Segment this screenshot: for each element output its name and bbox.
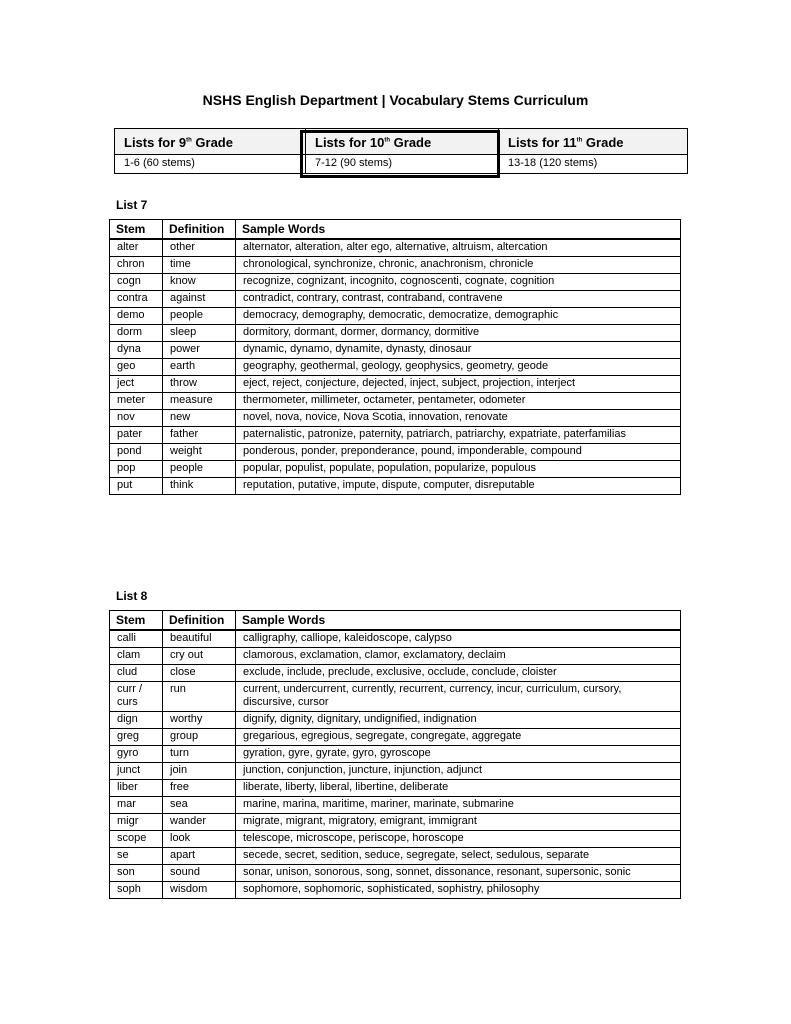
definition-cell: apart [163, 848, 236, 865]
sample-words-cell: thermometer, millimeter, octameter, pentameter, odometer [236, 393, 681, 410]
table-row [110, 393, 681, 410]
definition-cell: free [163, 780, 236, 797]
sample-words-cell: alternator, alteration, alter ego, alternative, altruism, altercation [236, 239, 681, 257]
table-row [110, 461, 681, 478]
definition-cell: against [163, 291, 236, 308]
list-7-table [109, 219, 681, 495]
table-row [110, 648, 681, 665]
definition-cell: wisdom [163, 882, 236, 899]
definition-cell: people [163, 308, 236, 325]
stem-cell: put [110, 478, 163, 495]
definition-cell: weight [163, 444, 236, 461]
stem-cell: curr / curs [110, 682, 163, 712]
table-row [110, 342, 681, 359]
definition-cell: sea [163, 797, 236, 814]
sample-words-cell: ponderous, ponder, preponderance, pound, imponderable, compound [236, 444, 681, 461]
table-row [110, 291, 681, 308]
table-row [110, 410, 681, 427]
stem-cell: gyro [110, 746, 163, 763]
grade-9-header [114, 128, 306, 155]
sample-words-cell: chronological, synchronize, chronic, anachronism, chronicle [236, 257, 681, 274]
stem-cell: liber [110, 780, 163, 797]
stem-cell: greg [110, 729, 163, 746]
grade-11-value: 13-18 (120 stems) [498, 154, 688, 174]
sample-words-cell: novel, nova, novice, Nova Scotia, innovation, renovate [236, 410, 681, 427]
stem-cell: migr [110, 814, 163, 831]
definition-cell: other [163, 239, 236, 257]
table-row [110, 325, 681, 342]
sample-words-cell: recognize, cognizant, incognito, cognoscenti, cognate, cognition [236, 274, 681, 291]
sample-words-cell: migrate, migrant, migratory, emigrant, immigrant [236, 814, 681, 831]
table-row [110, 376, 681, 393]
table-row [110, 780, 681, 797]
stem-cell: meter [110, 393, 163, 410]
sample-words-cell: reputation, putative, impute, dispute, computer, disreputable [236, 478, 681, 495]
table-row [110, 746, 681, 763]
grade-11-label: Lists for 11 [508, 135, 577, 150]
sample-words-cell: dormitory, dormant, dormer, dormancy, dormitive [236, 325, 681, 342]
stem-cell: soph [110, 882, 163, 899]
grade-10-sup: th [384, 137, 391, 144]
sample-words-cell: calligraphy, calliope, kaleidoscope, calypso [236, 630, 681, 648]
grade-10-label-suffix: Grade [390, 135, 432, 150]
stem-header: Stem [110, 611, 163, 631]
grade-11-label-suffix: Grade [582, 135, 624, 150]
stem-cell: contra [110, 291, 163, 308]
table-row [110, 478, 681, 495]
definition-cell: sleep [163, 325, 236, 342]
stem-cell: geo [110, 359, 163, 376]
grade-11-header [498, 128, 688, 155]
stem-cell: dign [110, 712, 163, 729]
definition-cell: worthy [163, 712, 236, 729]
definition-cell: father [163, 427, 236, 444]
table-row [110, 274, 681, 291]
definition-header: Definition [163, 220, 236, 240]
table-row [110, 831, 681, 848]
stem-cell: alter [110, 239, 163, 257]
grade-9-value: 1-6 (60 stems) [114, 154, 306, 174]
table-row [110, 797, 681, 814]
sample-words-header: Sample Words [236, 220, 681, 240]
sample-words-cell: gyration, gyre, gyrate, gyro, gyroscope [236, 746, 681, 763]
definition-cell: new [163, 410, 236, 427]
definition-cell: time [163, 257, 236, 274]
definition-cell: wander [163, 814, 236, 831]
sample-words-cell: dignify, dignity, dignitary, undignified, indignation [236, 712, 681, 729]
grade-11-sup: th [576, 137, 583, 144]
stem-header: Stem [110, 220, 163, 240]
sample-words-cell: democracy, demography, democratic, democratize, demographic [236, 308, 681, 325]
stem-cell: chron [110, 257, 163, 274]
stem-cell: scope [110, 831, 163, 848]
sample-words-cell: exclude, include, preclude, exclusive, occlude, conclude, cloister [236, 665, 681, 682]
grade-9-label: Lists for 9 [124, 135, 187, 150]
sample-words-cell: geography, geothermal, geology, geophysics, geometry, geode [236, 359, 681, 376]
stem-cell: junct [110, 763, 163, 780]
definition-cell: people [163, 461, 236, 478]
sample-words-cell: secede, secret, sedition, seduce, segregate, select, sedulous, separate [236, 848, 681, 865]
stem-cell: pond [110, 444, 163, 461]
stem-cell: demo [110, 308, 163, 325]
definition-cell: think [163, 478, 236, 495]
current-grade-highlight [300, 130, 500, 178]
sample-words-cell: sophomore, sophomoric, sophisticated, sophistry, philosophy [236, 882, 681, 899]
definition-cell: beautiful [163, 630, 236, 648]
definition-cell: measure [163, 393, 236, 410]
table-row [110, 427, 681, 444]
stem-cell: dorm [110, 325, 163, 342]
definition-cell: know [163, 274, 236, 291]
table-row [110, 712, 681, 729]
sample-words-cell: dynamic, dynamo, dynamite, dynasty, dinosaur [236, 342, 681, 359]
table-row [110, 308, 681, 325]
list-7-label: List 7 [116, 198, 148, 212]
sample-words-cell: gregarious, egregious, segregate, congregate, aggregate [236, 729, 681, 746]
table-row [110, 865, 681, 882]
definition-cell: run [163, 682, 236, 712]
table-header-row [110, 220, 681, 240]
table-row [110, 239, 681, 257]
table-row [110, 682, 681, 712]
definition-cell: look [163, 831, 236, 848]
stem-cell: pop [110, 461, 163, 478]
sample-words-cell: popular, populist, populate, population, popularize, populous [236, 461, 681, 478]
table-row [110, 848, 681, 865]
grade-10-label: Lists for 10 [315, 135, 385, 150]
page-title: NSHS English Department | Vocabulary Stems Curriculum [202, 92, 589, 108]
table-row [110, 444, 681, 461]
sample-words-cell: clamorous, exclamation, clamor, exclamatory, declaim [236, 648, 681, 665]
definition-cell: earth [163, 359, 236, 376]
sample-words-cell: liberate, liberty, liberal, libertine, deliberate [236, 780, 681, 797]
stem-cell: clud [110, 665, 163, 682]
table-header-row [110, 611, 681, 631]
sample-words-cell: current, undercurrent, currently, recurrent, currency, incur, curriculum, cursory, discursive, cursor [236, 682, 681, 712]
stem-cell: nov [110, 410, 163, 427]
sample-words-cell: eject, reject, conjecture, dejected, inject, subject, projection, interject [236, 376, 681, 393]
sample-words-header: Sample Words [236, 611, 681, 631]
table-row [110, 359, 681, 376]
table-row [110, 882, 681, 899]
sample-words-cell: contradict, contrary, contrast, contraband, contravene [236, 291, 681, 308]
definition-header: Definition [163, 611, 236, 631]
grade-lists-table [114, 128, 688, 174]
grade-9-sup: th [186, 137, 192, 144]
definition-cell: sound [163, 865, 236, 882]
stem-cell: pater [110, 427, 163, 444]
list-8-table [109, 610, 681, 899]
sample-words-cell: sonar, unison, sonorous, song, sonnet, dissonance, resonant, supersonic, sonic [236, 865, 681, 882]
table-row [110, 665, 681, 682]
stem-cell: cogn [110, 274, 163, 291]
sample-words-cell: telescope, microscope, periscope, horoscope [236, 831, 681, 848]
definition-cell: throw [163, 376, 236, 393]
definition-cell: turn [163, 746, 236, 763]
stem-cell: dyna [110, 342, 163, 359]
definition-cell: close [163, 665, 236, 682]
table-row [110, 814, 681, 831]
stem-cell: calli [110, 630, 163, 648]
stem-cell: mar [110, 797, 163, 814]
grade-10-value: 7-12 (90 stems) [305, 154, 499, 174]
stem-cell: ject [110, 376, 163, 393]
table-row [110, 763, 681, 780]
stem-cell: clam [110, 648, 163, 665]
stem-cell: se [110, 848, 163, 865]
stem-cell: son [110, 865, 163, 882]
sample-words-cell: marine, marina, maritime, mariner, marinate, submarine [236, 797, 681, 814]
table-row [110, 630, 681, 648]
sample-words-cell: paternalistic, patronize, paternity, patriarch, patriarchy, expatriate, paterfamilias [236, 427, 681, 444]
definition-cell: group [163, 729, 236, 746]
list-8-label: List 8 [116, 589, 148, 603]
table-row [110, 257, 681, 274]
table-row [110, 729, 681, 746]
definition-cell: cry out [163, 648, 236, 665]
definition-cell: join [163, 763, 236, 780]
sample-words-cell: junction, conjunction, juncture, injunction, adjunct [236, 763, 681, 780]
definition-cell: power [163, 342, 236, 359]
grade-9-label-suffix: Grade [191, 135, 233, 150]
